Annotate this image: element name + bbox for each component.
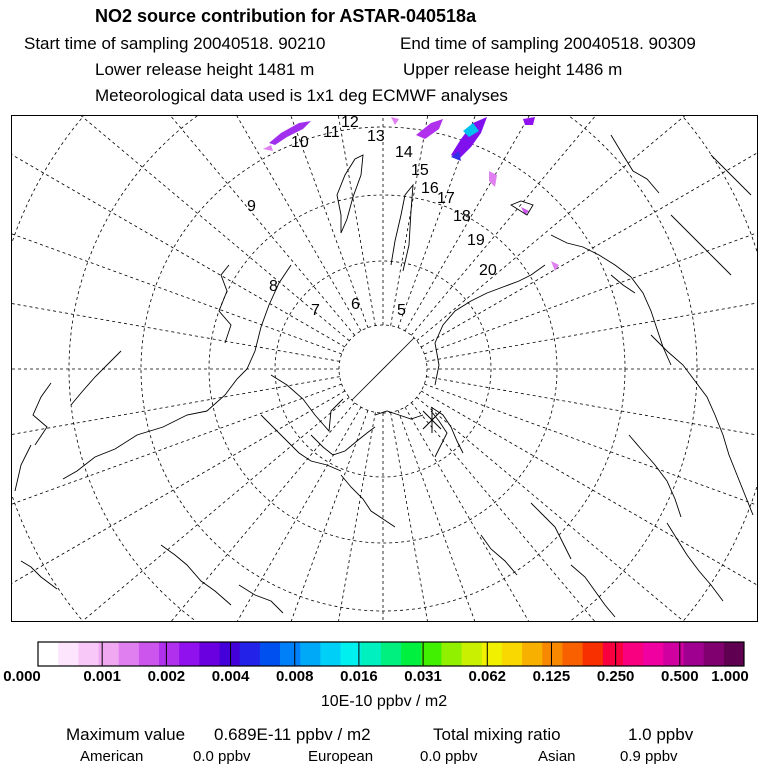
colorbar-cell — [381, 642, 402, 666]
upper-release-height: Upper release height 1486 m — [403, 60, 623, 79]
traj-label-10: 10 — [291, 134, 309, 151]
colorbar-tick-label: 0.125 — [532, 668, 571, 685]
total-mixing-value: 1.0 ppbv — [628, 725, 694, 744]
end-time: End time of sampling 20040518. 90309 — [400, 34, 696, 53]
colorbar-cell — [320, 642, 341, 666]
traj-label-9: 9 — [247, 198, 256, 215]
colorbar-tick-label: 0.001 — [83, 668, 121, 685]
traj-label-19: 19 — [467, 232, 485, 249]
traj-label-17: 17 — [437, 190, 455, 207]
colorbar-tick-label: 0.031 — [404, 668, 442, 685]
colorbar-cell — [58, 642, 79, 666]
colorbar-tick-label: 0.500 — [661, 668, 699, 685]
colorbar-cell — [522, 642, 543, 666]
colorbar-cell — [603, 642, 624, 666]
traj-label-15: 15 — [411, 162, 429, 179]
traj-label-8: 8 — [269, 278, 278, 295]
colorbar-cell — [139, 642, 160, 666]
total-mixing-label: Total mixing ratio — [433, 725, 561, 744]
colorbar-cell — [482, 642, 503, 666]
polar-map — [11, 115, 758, 622]
colorbar-cells — [38, 642, 745, 666]
american-label: American — [80, 748, 144, 765]
colorbar-cell — [401, 642, 422, 666]
colorbar-cell — [260, 642, 281, 666]
colorbar-cell — [421, 642, 442, 666]
colorbar-tick-label: 0.250 — [596, 668, 635, 685]
colorbar-cell — [179, 642, 200, 666]
traj-label-7: 7 — [311, 302, 320, 319]
max-value: 0.689E-11 ppbv / m2 — [214, 725, 371, 744]
colorbar-tick-label: 0.004 — [211, 668, 250, 685]
colorbar-cell — [240, 642, 261, 666]
colorbar-tick-label: 0.000 — [3, 668, 41, 685]
traj-label-12: 12 — [341, 115, 359, 131]
colorbar-cell — [704, 642, 725, 666]
traj-label-14: 14 — [395, 144, 413, 161]
traj-label-5: 5 — [397, 302, 406, 319]
traj-label-6: 6 — [351, 296, 360, 313]
colorbar-cell — [361, 642, 382, 666]
asian-value: 0.9 ppbv — [620, 748, 678, 765]
traj-label-18: 18 — [453, 208, 471, 225]
max-value-label: Maximum value — [66, 725, 186, 744]
colorbar-cell — [583, 642, 604, 666]
colorbar-cell — [441, 642, 462, 666]
colorbar-cell — [341, 642, 362, 666]
met-data-note: Meteorological data used is 1x1 deg ECMWF analyses — [95, 86, 508, 105]
colorbar-cell — [300, 642, 321, 666]
asian-label: Asian — [538, 748, 576, 765]
colorbar-cell — [623, 642, 644, 666]
colorbar-cell — [562, 642, 583, 666]
colorbar-tick-label: 0.002 — [147, 668, 186, 685]
traj-label-20: 20 — [479, 262, 497, 279]
colorbar-tick-label: 1.000 — [711, 668, 749, 685]
colorbar-cell — [502, 642, 523, 666]
colorbar-cell — [724, 642, 745, 666]
colorbar-cell — [683, 642, 704, 666]
colorbar-cell — [663, 642, 684, 666]
colorbar-cell — [220, 642, 241, 666]
colorbar-cell — [99, 642, 120, 666]
european-value: 0.0 ppbv — [420, 748, 478, 765]
colorbar-cell — [199, 642, 220, 666]
colorbar-cell — [462, 642, 483, 666]
traj-label-13: 13 — [367, 128, 385, 145]
lower-release-height: Lower release height 1481 m — [95, 60, 315, 79]
colorbar-units: 10E-10 ppbv / m2 — [320, 693, 448, 710]
figure-title: NO2 source contribution for ASTAR-040518a — [95, 6, 477, 26]
colorbar-cell — [38, 642, 59, 666]
colorbar-cell — [643, 642, 664, 666]
colorbar-cell — [280, 642, 301, 666]
colorbar-cell — [119, 642, 140, 666]
start-time: Start time of sampling 20040518. 90210 — [24, 34, 326, 53]
colorbar-cell — [159, 642, 180, 666]
traj-label-11: 11 — [323, 124, 340, 141]
european-label: European — [308, 748, 374, 765]
colorbar-cell — [542, 642, 563, 666]
colorbar-tick-label: 0.016 — [340, 668, 378, 685]
colorbar-tick-label: 0.008 — [275, 668, 314, 685]
traj-label-16: 16 — [421, 180, 439, 197]
american-value: 0.0 ppbv — [193, 748, 251, 765]
colorbar-tick-label: 0.062 — [468, 668, 507, 685]
colorbar-cell — [78, 642, 99, 666]
